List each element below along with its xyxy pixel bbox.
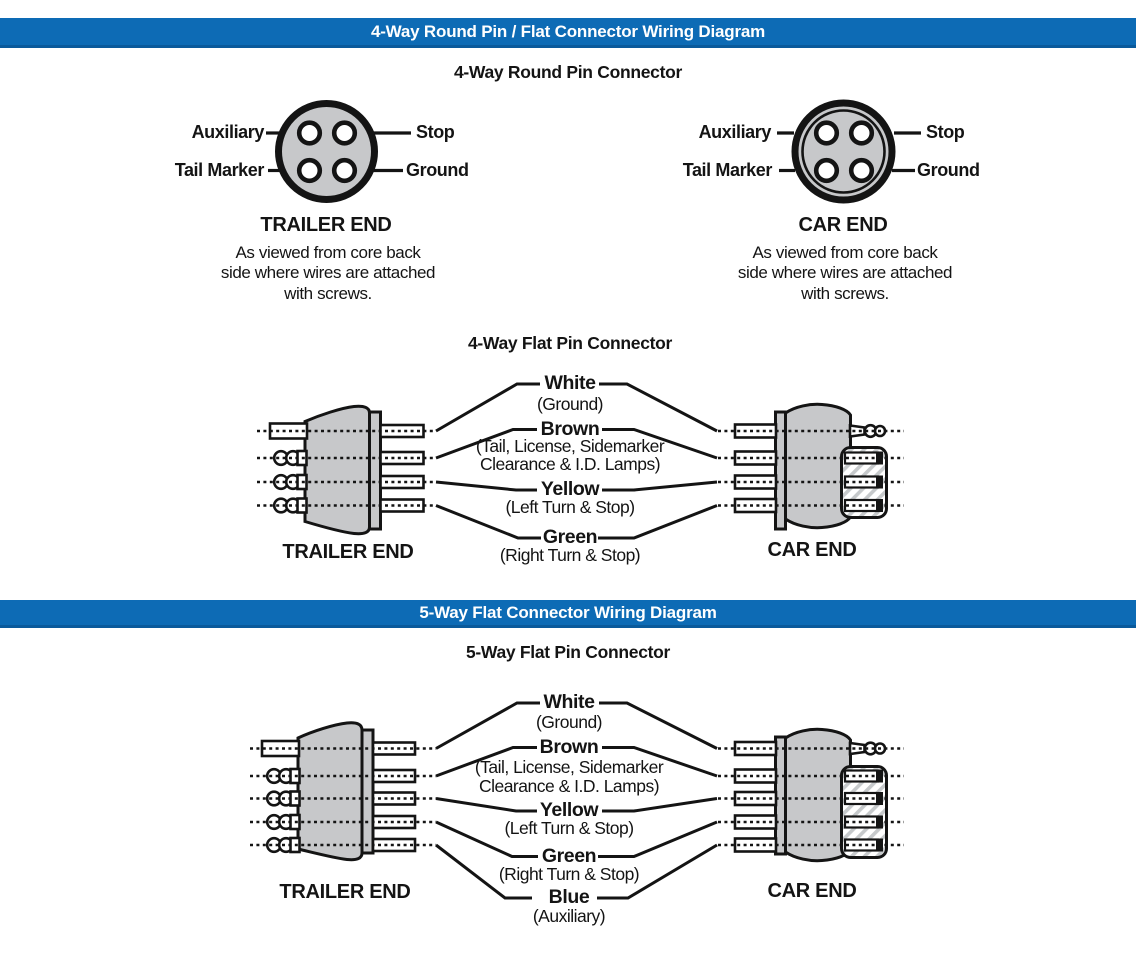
wire-desc-flat5-yellow: (Left Turn & Stop)	[504, 818, 634, 838]
section-header-4way	[0, 18, 1136, 48]
note-round-trailer	[221, 243, 435, 304]
wire-label-flat4-brown: Brown	[540, 418, 600, 440]
pin-label-trailer-auxiliary: Auxiliary	[191, 122, 264, 142]
section-header-5way	[0, 600, 1136, 628]
wire-desc-flat4-green: (Right Turn & Stop)	[499, 545, 641, 565]
caption-flat4-trailer-end: TRAILER END	[282, 541, 414, 563]
pin-label-car-ground: Ground	[917, 160, 980, 180]
caption-flat4-car-end: CAR END	[767, 539, 857, 561]
note-line: with screws.	[284, 283, 372, 303]
wire-desc-flat5-green: (Right Turn & Stop)	[498, 864, 640, 884]
wire-desc-flat4-brown-1: (Tail, License, Sidemarker	[475, 436, 665, 456]
wire-label-flat5-yellow: Yellow	[539, 799, 599, 821]
wire-desc-flat5-white: (Ground)	[535, 712, 603, 732]
note-line: side where wires are attached	[220, 263, 436, 283]
note-round-car	[738, 243, 952, 304]
pin-label-car-stop: Stop	[926, 122, 965, 142]
wire-label-flat5-green: Green	[541, 845, 597, 867]
section-header-4way-title: 4-Way Round Pin / Flat Connector Wiring Diagram	[370, 21, 766, 41]
subtitle-flat5-pin: 5-Way Flat Pin Connector	[465, 642, 671, 662]
flat4-car-connector	[718, 404, 904, 529]
pin-label-trailer-ground: Ground	[406, 160, 469, 180]
note-line: side where wires are attached	[737, 263, 953, 283]
note-line: As viewed from core back	[752, 243, 938, 262]
subtitle-flat4-pin: 4-Way Flat Pin Connector	[467, 333, 673, 353]
wire-label-flat4-green: Green	[542, 526, 598, 548]
wire-label-flat4-white: White	[544, 372, 596, 394]
wire-desc-flat5-brown-1: (Tail, License, Sidemarker	[474, 757, 664, 777]
pin-label-trailer-tail-marker: Tail Marker	[174, 160, 264, 180]
wire-label-flat5-brown: Brown	[539, 736, 599, 758]
caption-round-trailer-end: TRAILER END	[260, 214, 392, 236]
pin-label-car-auxiliary: Auxiliary	[698, 122, 771, 142]
wire-label-flat5-blue: Blue	[548, 886, 590, 908]
flat5-trailer-connector	[250, 723, 436, 860]
wire-label-flat5-white: White	[543, 691, 595, 713]
pin-label-trailer-stop: Stop	[416, 122, 455, 142]
subtitle-round-pin: 4-Way Round Pin Connector	[453, 62, 683, 82]
pin-label-car-tail-marker: Tail Marker	[682, 160, 772, 180]
section-header-5way-title: 5-Way Flat Connector Wiring Diagram	[419, 602, 717, 622]
caption-round-car-end: CAR END	[798, 214, 888, 236]
wire-desc-flat5-brown-2: Clearance & I.D. Lamps)	[478, 776, 660, 796]
wire-desc-flat4-brown-2: Clearance & I.D. Lamps)	[479, 454, 661, 474]
flat4-trailer-connector	[257, 406, 436, 533]
round-connector-trailer	[266, 104, 411, 200]
round-connector-car	[777, 103, 921, 200]
note-line: As viewed from core back	[235, 243, 421, 262]
caption-flat5-car-end: CAR END	[767, 880, 857, 902]
wire-label-flat4-yellow: Yellow	[540, 478, 600, 500]
caption-flat5-trailer-end: TRAILER END	[279, 881, 411, 903]
flat5-car-connector	[718, 729, 904, 860]
wire-desc-flat4-white: (Ground)	[536, 394, 604, 414]
wire-desc-flat5-blue: (Auxiliary)	[532, 906, 606, 926]
wire-desc-flat4-yellow: (Left Turn & Stop)	[505, 497, 635, 517]
note-line: with screws.	[801, 283, 889, 303]
